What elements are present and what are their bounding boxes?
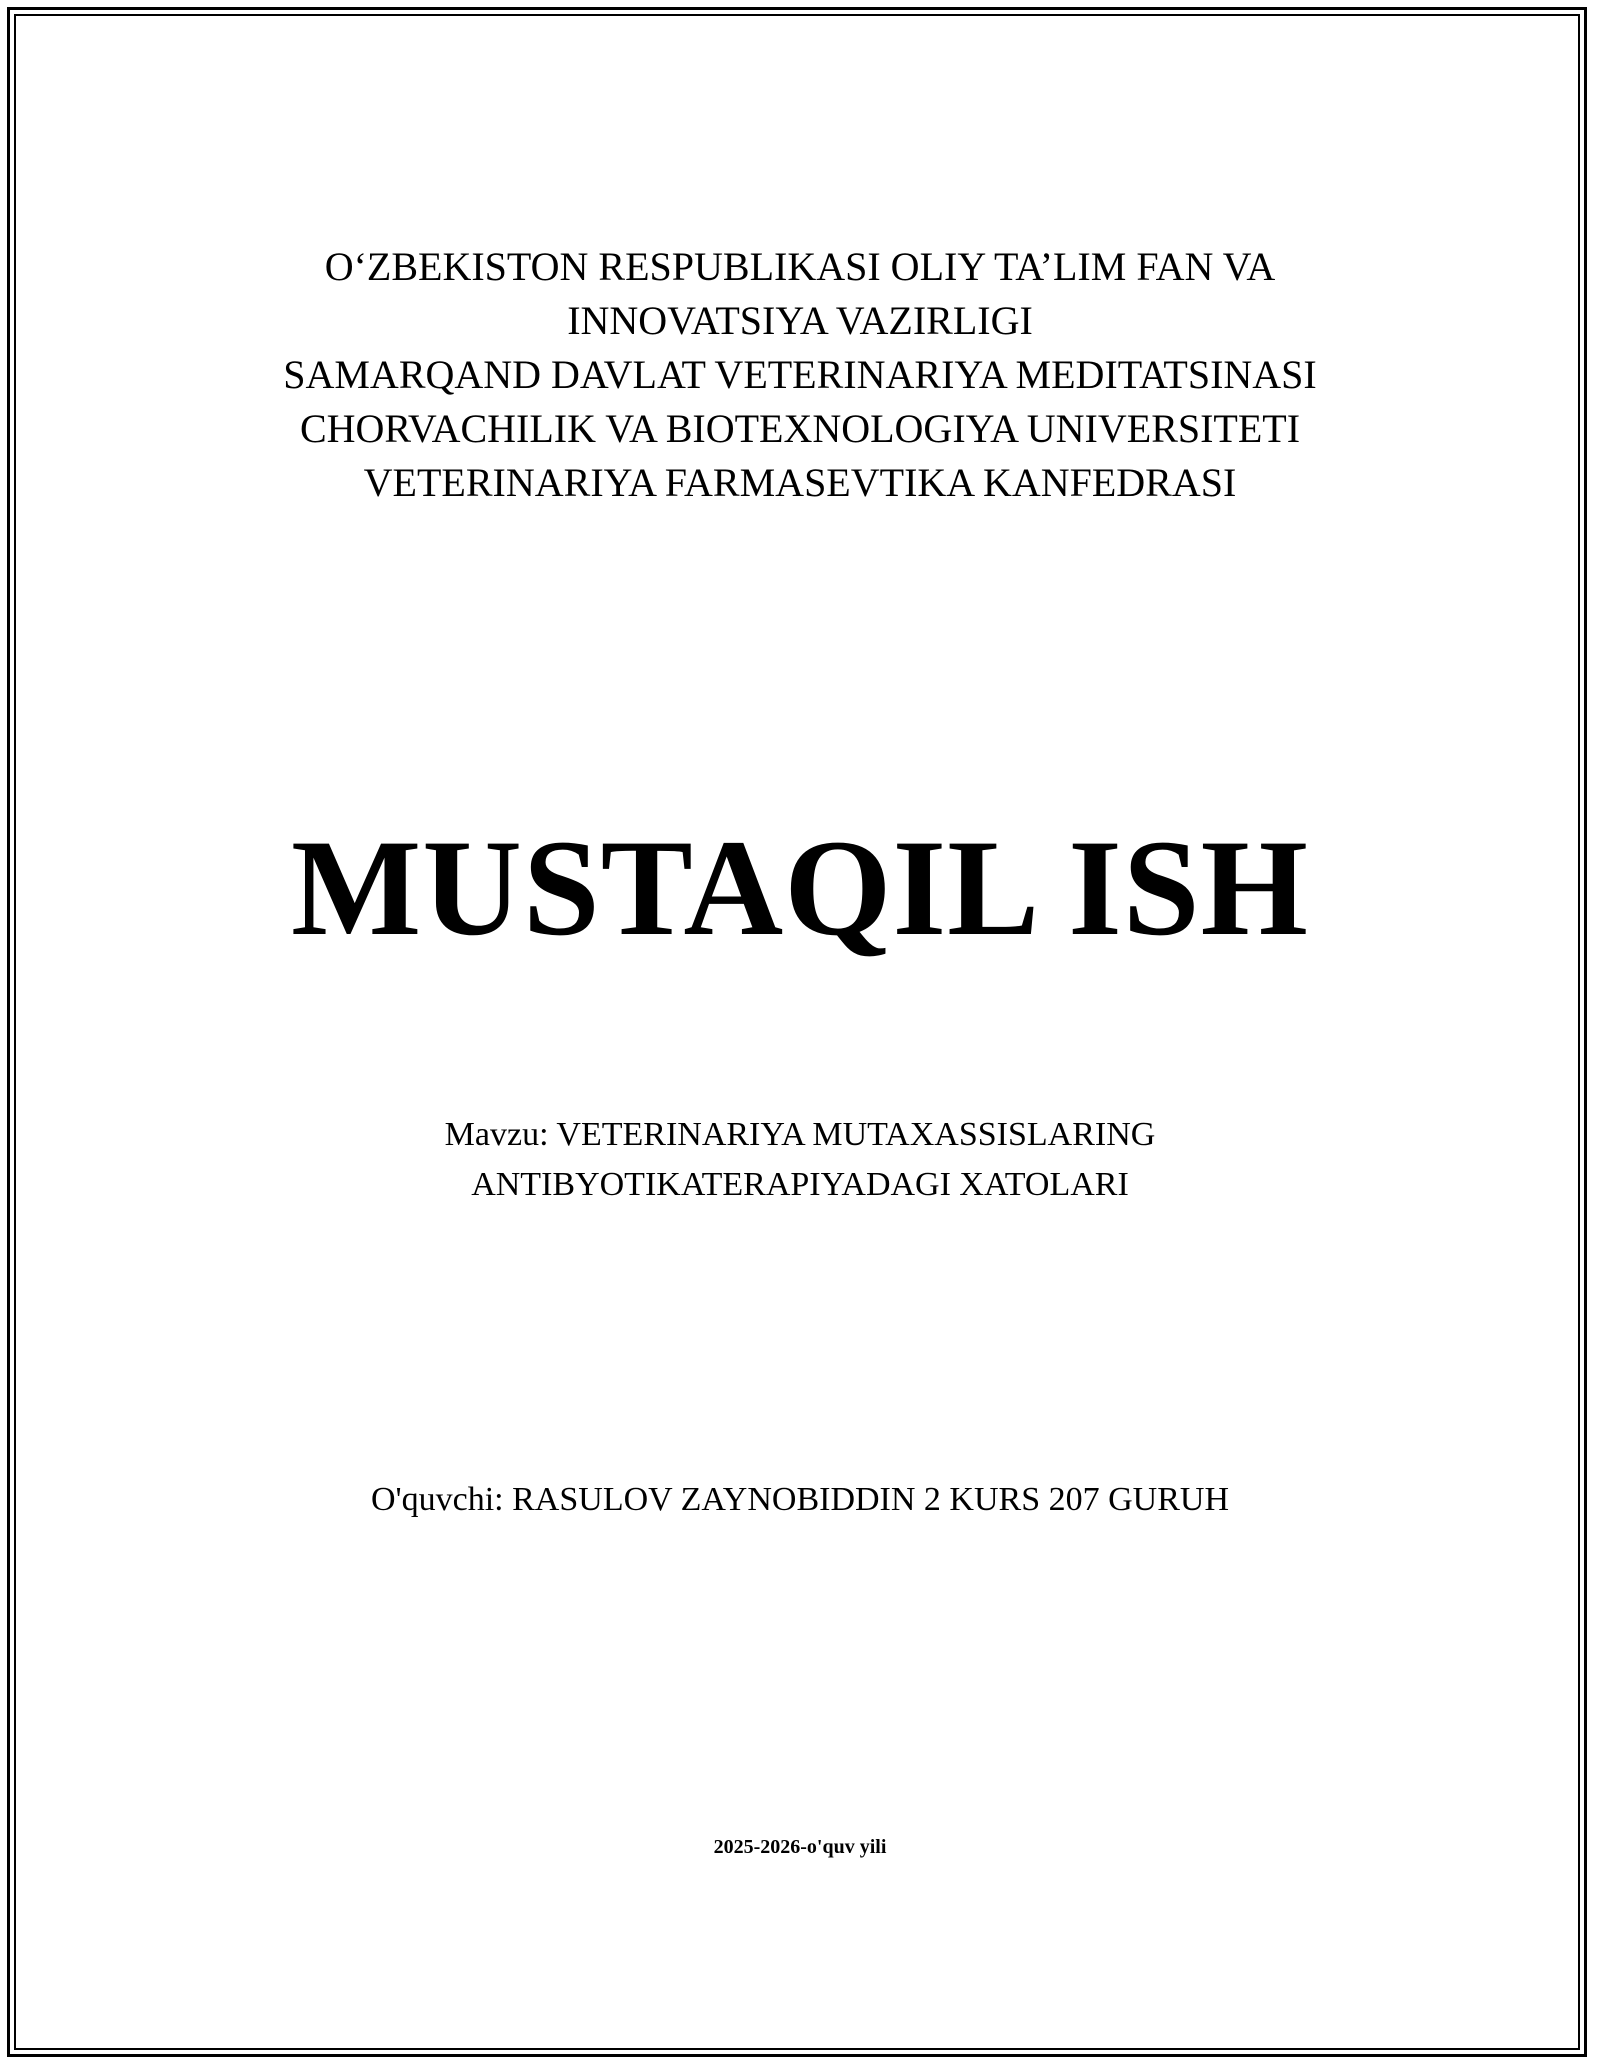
institution-header bbox=[0, 240, 1600, 510]
header-line-university-2: CHORVACHILIK VA BIOTEXNOLOGIYA UNIVERSITETI bbox=[299, 406, 1301, 451]
student-info: O'quvchi: RASULOV ZAYNOBIDDIN 2 KURS 207 GURUH bbox=[370, 1481, 1230, 1518]
document-title: MUSTAQIL ISH bbox=[291, 811, 1309, 964]
topic-line-1: Mavzu: VETERINARIYA MUTAXASSISLARING bbox=[444, 1116, 1156, 1153]
topic-line-2: ANTIBYOTIKATERAPIYADAGI XATOLARI bbox=[471, 1166, 1129, 1203]
header-line-ministry-2: INNOVATSIYA VAZIRLIGI bbox=[567, 298, 1033, 343]
academic-year: 2025-2026-o'quv yili bbox=[713, 1836, 887, 1858]
header-line-ministry-1: O‘ZBEKISTON RESPUBLIKASI OLIY TA’LIM FAN VA bbox=[324, 244, 1276, 289]
header-line-department: VETERINARIYA FARMASEVTIKA KANFEDRASI bbox=[363, 460, 1237, 505]
header-line-university-1: SAMARQAND DAVLAT VETERINARIYA MEDITATSINASI bbox=[283, 352, 1317, 397]
topic-block bbox=[0, 1110, 1600, 1210]
